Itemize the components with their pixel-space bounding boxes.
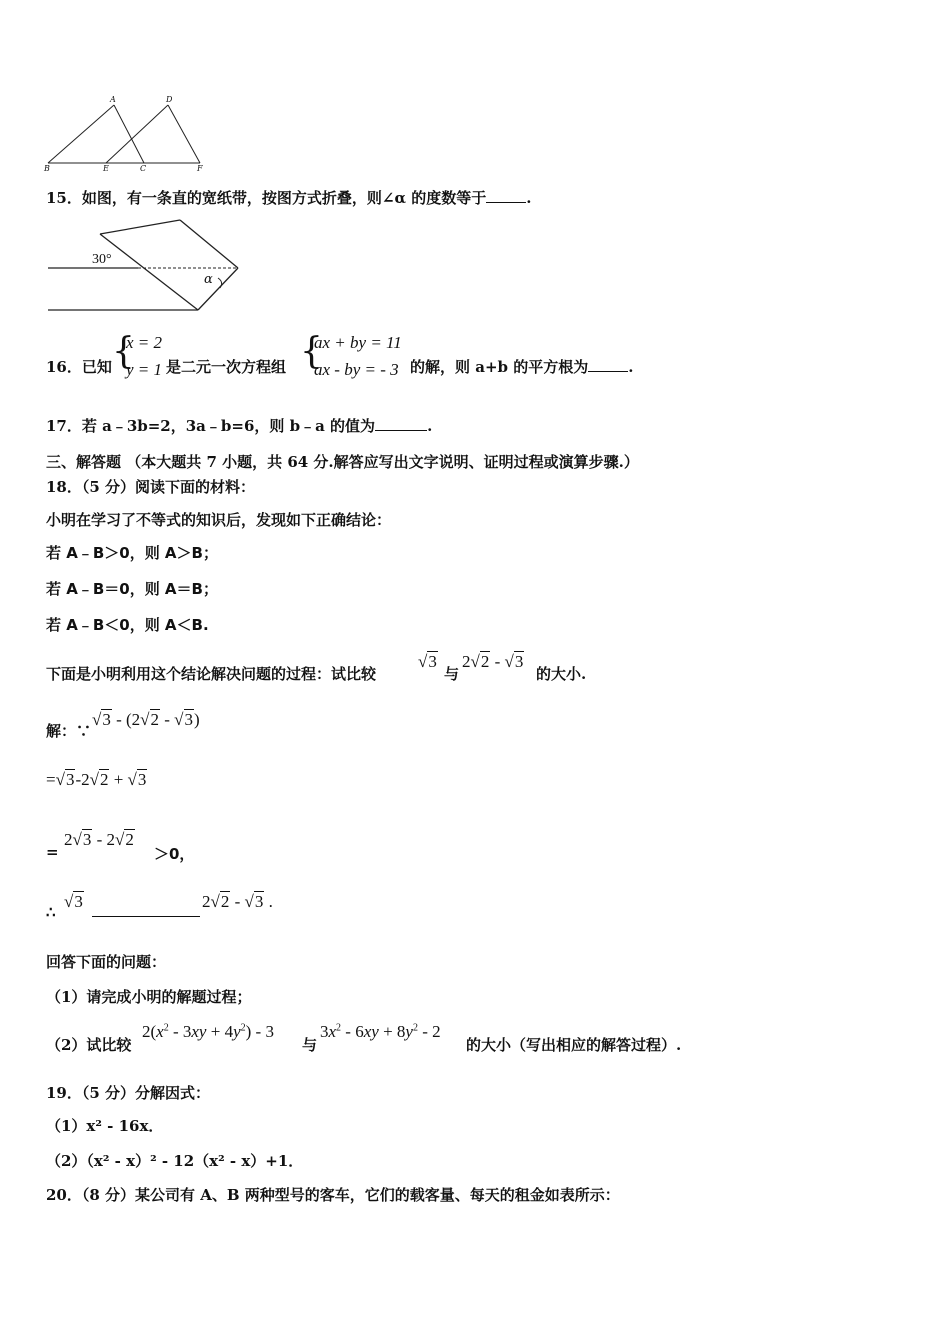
expr-b: $3x^2 - 6xy + 8y^2 - 2$ bbox=[320, 1022, 441, 1041]
q18-intro: 小明在学习了不等式的知识后，发现如下正确结论： bbox=[46, 511, 392, 529]
q16-sys1-eq1: x = 2 bbox=[126, 333, 163, 352]
folded-strip-figure bbox=[48, 218, 248, 318]
conclusion-sqrt3: √3 bbox=[64, 892, 83, 911]
q18-sub1: （1）请完成小明的解题过程； bbox=[46, 988, 252, 1006]
q19-part2: （2）（x² - x）² - 12（x² - x）+1． bbox=[46, 1152, 304, 1170]
q18-sub2-end: 的大小（写出相应的解答过程）. bbox=[466, 1036, 682, 1054]
label-c: C bbox=[140, 164, 147, 173]
label-e: E bbox=[103, 164, 109, 173]
q18-conclusion-3: 若 A﹣B＜0，则 A＜B. bbox=[46, 616, 209, 634]
solution-label: 解：∵ bbox=[46, 722, 92, 740]
expr-2sqrt2-minus-sqrt3: 2√2 - √3 bbox=[462, 652, 524, 671]
expr-sqrt3: √3 bbox=[418, 652, 437, 671]
label-f: F bbox=[197, 164, 203, 173]
q18-compare-end: 的大小. bbox=[536, 665, 587, 683]
q18-sub2-mid: 与 bbox=[302, 1036, 318, 1054]
alpha-label: α bbox=[204, 272, 213, 287]
q19-title: 19．（5 分）分解因式： bbox=[46, 1084, 211, 1102]
expr-a: $2(x^2 - 3xy + 4y^2) - 3$ bbox=[142, 1022, 274, 1041]
conclusion-blank bbox=[92, 915, 200, 917]
q16-prefix: 16．已知 bbox=[46, 358, 112, 376]
q17-text: 17．若 a﹣3b=2，3a﹣b=6，则 b﹣a 的值为 . bbox=[46, 417, 433, 435]
q16-suffix: 的解，则 a+b 的平方根为 . bbox=[410, 358, 634, 376]
label-a: A bbox=[110, 95, 116, 104]
q16-sys1-eq2: y = 1 bbox=[126, 360, 163, 379]
q16-sys2-eq1: ax + by = 11 bbox=[314, 333, 402, 352]
therefore-symbol: ∴ bbox=[46, 903, 56, 921]
triangles-figure bbox=[40, 97, 210, 172]
solution-step-2: 2√3 - 2√2 bbox=[64, 830, 134, 849]
q18-conclusion-2: 若 A﹣B＝0，则 A＝B； bbox=[46, 580, 218, 598]
angle-30-label: 30° bbox=[92, 252, 112, 267]
q19-part1: （1）x² - 16x． bbox=[46, 1117, 164, 1135]
q16-sys2-eq2: ax - by = - 3 bbox=[314, 360, 399, 379]
q18-compare-prefix: 下面是小明利用这个结论解决问题的过程：试比较 bbox=[46, 665, 377, 683]
solution-step-0: √3 - (2√2 - √3) bbox=[92, 710, 200, 729]
q18-compare-mid: 与 bbox=[444, 665, 460, 683]
q16-brace-1: { bbox=[112, 331, 135, 372]
solution-step-1: =√3-2√2 + √3 bbox=[46, 770, 147, 789]
section-3-heading: 三、解答题 （本大题共 7 小题，共 64 分.解答应写出文字说明、证明过程或演算步骤.） bbox=[46, 453, 639, 471]
q18-conclusion-1: 若 A﹣B＞0，则 A＞B； bbox=[46, 544, 218, 562]
label-b: B bbox=[44, 164, 50, 173]
conclusion-rhs: 2√2 - √3 . bbox=[202, 892, 273, 911]
q18-sub2-prefix: （2）试比较 bbox=[46, 1036, 132, 1054]
solution-eq2: = bbox=[46, 843, 59, 861]
answer-heading: 回答下面的问题： bbox=[46, 953, 167, 971]
q18-title: 18．（5 分）阅读下面的材料： bbox=[46, 478, 256, 496]
q16-middle: 是二元一次方程组 bbox=[166, 358, 287, 376]
q20-text: 20．（8 分）某公司有 A、B 两种型号的客车，它们的载客量、每天的租金如表所示： bbox=[46, 1186, 620, 1204]
solution-gt0: ＞0， bbox=[154, 845, 195, 863]
q15-text: 15．如图，有一条直的宽纸带，按图方式折叠，则∠α 的度数等于 . bbox=[46, 189, 532, 207]
q16-brace-2: { bbox=[300, 331, 323, 372]
label-d: D bbox=[166, 95, 173, 104]
